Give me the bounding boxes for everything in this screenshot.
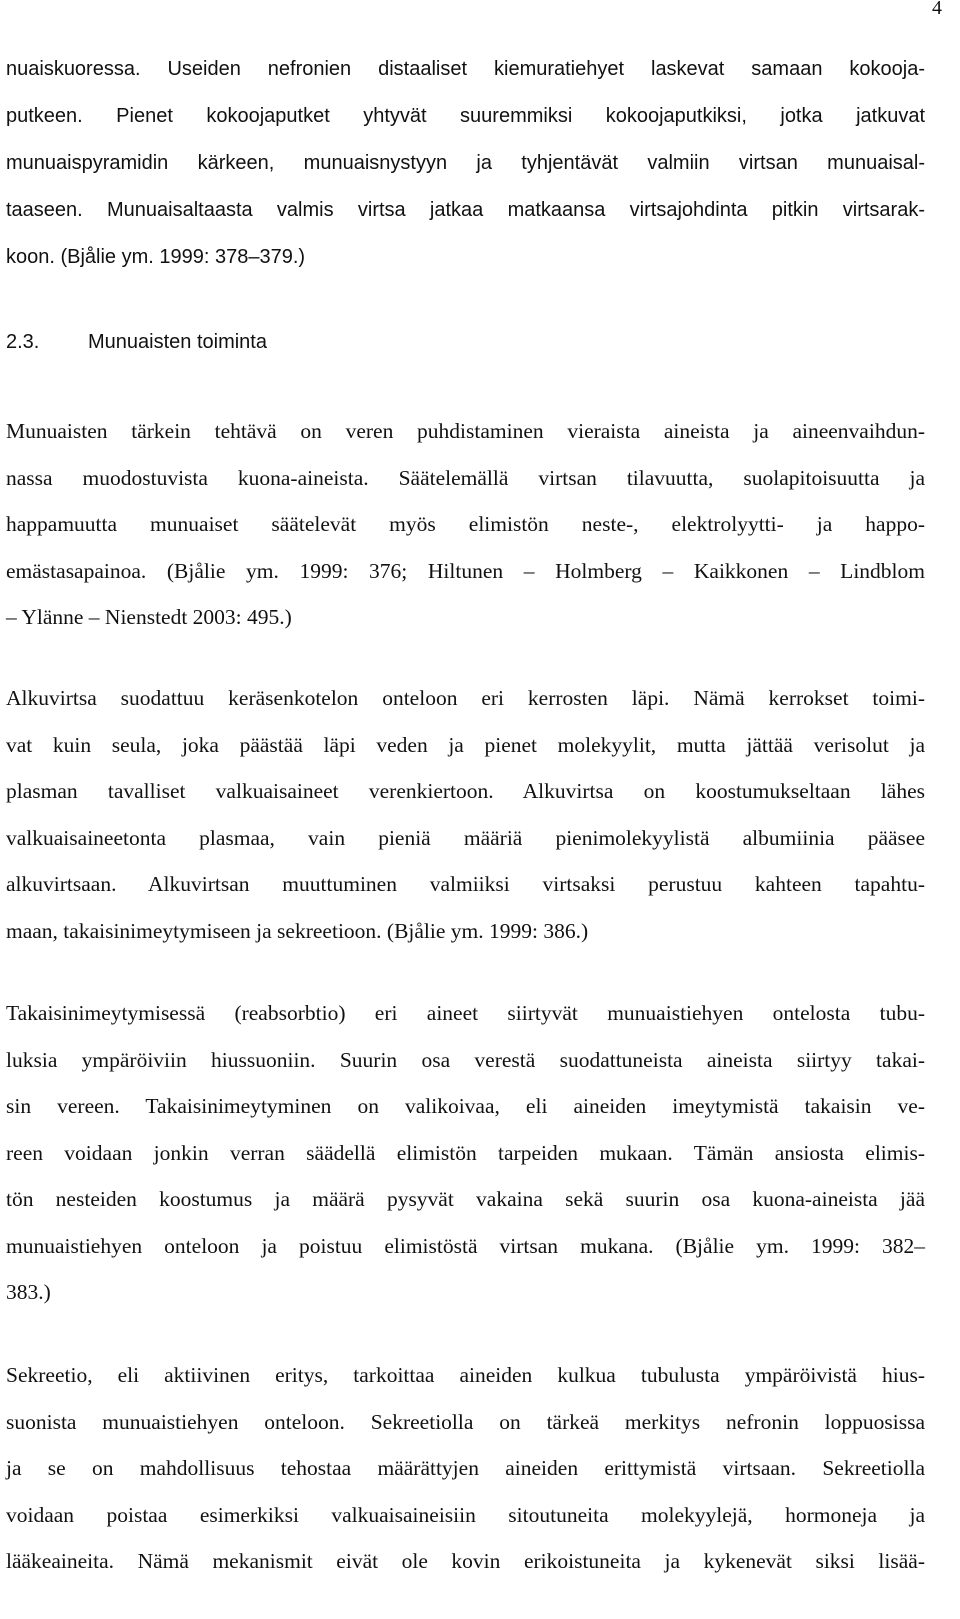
text-line: munuaistiehyen onteloon ja poistuu elimistöstä virtsan mukana. (Bjålie ym. 1999: 382– <box>6 1233 925 1258</box>
text-line: ja se on mahdollisuus tehostaa määrättyjen aineiden erittymistä virtsaan. Sekreetiolla <box>6 1456 925 1480</box>
text-line: 383.) <box>6 1280 51 1304</box>
section-number: 2.3. <box>6 331 40 353</box>
text-line: sin vereen. Takaisinimeytyminen on valikoivaa, eli aineiden imeytymistä takaisin ve- <box>6 1094 925 1118</box>
section-heading <box>6 322 267 362</box>
paragraph-3 <box>6 990 925 1316</box>
text-line: suonista munuaistiehyen onteloon. Sekreetiolla on tärkeä merkitys nefronin loppuosissa <box>6 1409 925 1434</box>
text-line: nassa muodostuvista kuona-aineista. Säätelemällä virtsan tilavuutta, suolapitoisuutta ja <box>6 465 925 490</box>
text-line: happamuutta munuaiset säätelevät myös elimistön neste-, elektrolyytti- ja happo- <box>6 512 925 536</box>
text-line: luksia ympäröiviin hiussuoniin. Suurin osa verestä suodattuneista aineista siirtyy takai- <box>6 1047 925 1072</box>
text-line: emästasapainoa. (Bjålie ym. 1999: 376; Hiltunen – Holmberg – Kaikkonen – Lindblom <box>6 558 925 583</box>
text-line: munuaispyramidin kärkeen, munuaisnystyyn ja tyhjentävät valmiin virtsan munuaisal- <box>6 152 925 174</box>
intro-paragraph <box>6 46 925 281</box>
text-line: maan, takaisinimeytymiseen ja sekreetioon. (Bjålie ym. 1999: 386.) <box>6 918 589 943</box>
paragraph-1 <box>6 408 925 641</box>
text-line: Alkuvirtsa suodattuu keräsenkotelon onteloon eri kerrosten läpi. Nämä kerrokset toimi- <box>6 686 925 710</box>
text-line: alkuvirtsaan. Alkuvirtsan muuttuminen valmiiksi virtsaksi perustuu kahteen tapahtu- <box>6 872 925 896</box>
text-line: vat kuin seula, joka päästää läpi veden ja pienet molekyylit, mutta jättää verisolut ja <box>6 732 925 757</box>
text-line: koon. (Bjålie ym. 1999: 378–379.) <box>6 246 306 268</box>
text-line: voidaan poistaa esimerkiksi valkuaisaineisiin sitoutuneita molekyylejä, hormoneja ja <box>6 1502 925 1527</box>
text-line: plasman tavalliset valkuaisaineet verenkiertoon. Alkuvirtsa on koostumukseltaan lähes <box>6 779 925 803</box>
text-line: valkuaisaineetonta plasmaa, vain pieniä määriä pienimolekyylistä albumiinia pääsee <box>6 825 925 850</box>
paragraph-2 <box>6 675 925 954</box>
text-line: taaseen. Munuaisaltaasta valmis virtsa jatkaa matkaansa virtsajohdinta pitkin virtsarak- <box>6 199 925 221</box>
text-line: lääkeaineita. Nämä mekanismit eivät ole kovin erikoistuneita ja kykenevät siksi lisää- <box>6 1549 925 1573</box>
text-line: putkeen. Pienet kokoojaputket yhtyvät suuremmiksi kokoojaputkiksi, jotka jatkuvat <box>6 105 925 127</box>
text-line: reen voidaan jonkin verran säädellä elimistön tarpeiden mukaan. Tämän ansiosta elimis- <box>6 1140 925 1165</box>
section-title: Munuaisten toiminta <box>88 331 267 353</box>
text-line: Munuaisten tärkein tehtävä on veren puhdistaminen vieraista aineista ja aineenvaihdun- <box>6 419 925 443</box>
text-line: – Ylänne – Nienstedt 2003: 495.) <box>6 605 292 629</box>
text-line: Takaisinimeytymisessä (reabsorbtio) eri aineet siirtyvät munuaistiehyen ontelosta tubu- <box>6 1001 925 1025</box>
text-line: tön nesteiden koostumus ja määrä pysyvät vakaina sekä suurin osa kuona-aineista jää <box>6 1187 925 1211</box>
text-line: Sekreetio, eli aktiivinen eritys, tarkoittaa aineiden kulkua tubulusta ympäröivistä hius- <box>6 1363 925 1387</box>
text-line: nuaiskuoressa. Useiden nefronien distaaliset kiemuratiehyet laskevat samaan kokooja- <box>6 58 925 80</box>
paragraph-4 <box>6 1352 925 1585</box>
page-number: 4 <box>932 0 942 19</box>
